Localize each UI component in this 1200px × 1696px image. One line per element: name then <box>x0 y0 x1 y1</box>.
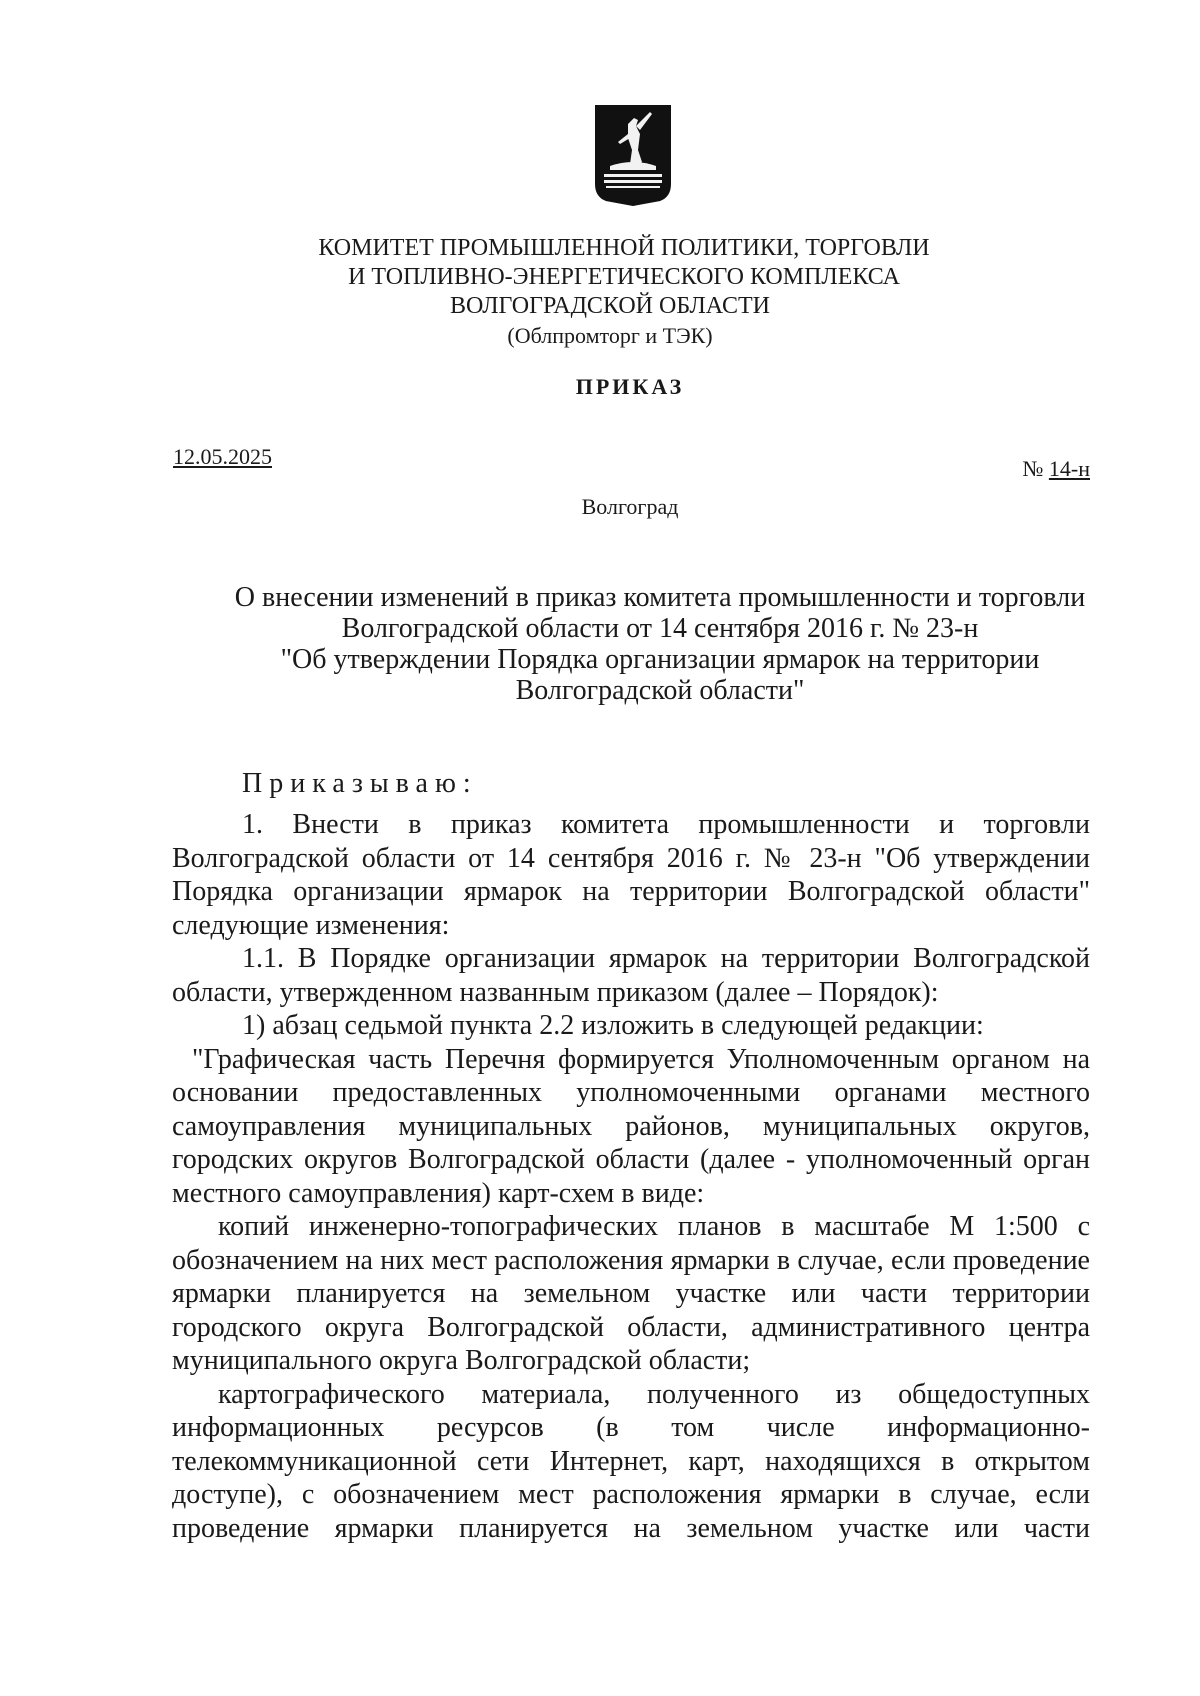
number-value: 14-н <box>1048 456 1090 481</box>
order-subject <box>200 582 1120 706</box>
org-short-name: (Облпромторг и ТЭК) <box>507 323 713 348</box>
subject-line-4: Волгоградской области" <box>515 675 805 706</box>
order-date: 12.05.2025 <box>173 444 272 469</box>
org-name-line-1: КОМИТЕТ ПРОМЫШЛЕННОЙ ПОЛИТИКИ, ТОРГОВЛИ <box>318 235 930 261</box>
order-body <box>172 808 1090 1545</box>
orders-word: Приказываю: <box>242 768 478 799</box>
coat-of-arms-emblem <box>594 104 672 206</box>
paragraph-cartographic: картографического материала, полученного из общедоступных информационных ресурсов (в том числе информационно-телекоммуникационной сети Интернет, карт, находящихся в открытом доступе), с обозначением мест расположения ярмарки в случае, если проведение ярмарки планируется на земельном участке или части <box>172 1378 1090 1544</box>
subject-line-2: Волгоградской области от 14 сентября 2016 г. № 23-н <box>341 613 979 644</box>
paragraph-1-1: 1.1. В Порядке организации ярмарок на территории Волгоградской области, утвержденном названным приказом (далее – Порядок): <box>172 943 1090 1008</box>
order-number <box>1022 456 1090 482</box>
organization-header <box>0 234 1200 350</box>
volgograd-coat-of-arms-icon <box>594 104 672 206</box>
paragraph-quote-start: "Графическая часть Перечня формируется Уполномоченным органом на основании предоставленных уполномоченными органами местного самоуправления муниципальных районов, муниципальных округов, городских округов Волгоградской области (далее - уполномоченный орган местного самоуправления) карт-схем в виде: <box>172 1043 1090 1209</box>
paragraph-copies: копий инженерно-топографических планов в масштабе М 1:500 с обозначением на них мест расположения ярмарки в случае, если проведение ярмарки планируется на земельном участке или части территории городского округа Волгоградской области, административного центра муниципального округа Волгоградской области; <box>172 1211 1090 1376</box>
subject-line-3: "Об утверждении Порядка организации ярмарок на территории <box>280 644 1040 675</box>
paragraph-1: 1. Внести в приказ комитета промышленности и торговли Волгоградской области от 14 сентября 2016 г. № 23-н "Об утверждении Порядка организации ярмарок на территории Волгоградской области" следующие изменения: <box>172 809 1090 941</box>
paragraph-sub-1: 1) абзац седьмой пункта 2.2 изложить в следующей редакции: <box>242 1010 984 1041</box>
org-name-line-3: ВОЛГОГРАДСКОЙ ОБЛАСТИ <box>450 293 770 319</box>
number-sign: № <box>1022 456 1044 481</box>
org-name-line-2: И ТОПЛИВНО-ЭНЕРГЕТИЧЕСКОГО КОМПЛЕКСА <box>348 264 900 290</box>
city-name: Волгоград <box>581 494 679 519</box>
subject-line-1: О внесении изменений в приказ комитета промышленности и торговли <box>234 582 1086 613</box>
document-type-title: ПРИКАЗ <box>575 374 685 399</box>
